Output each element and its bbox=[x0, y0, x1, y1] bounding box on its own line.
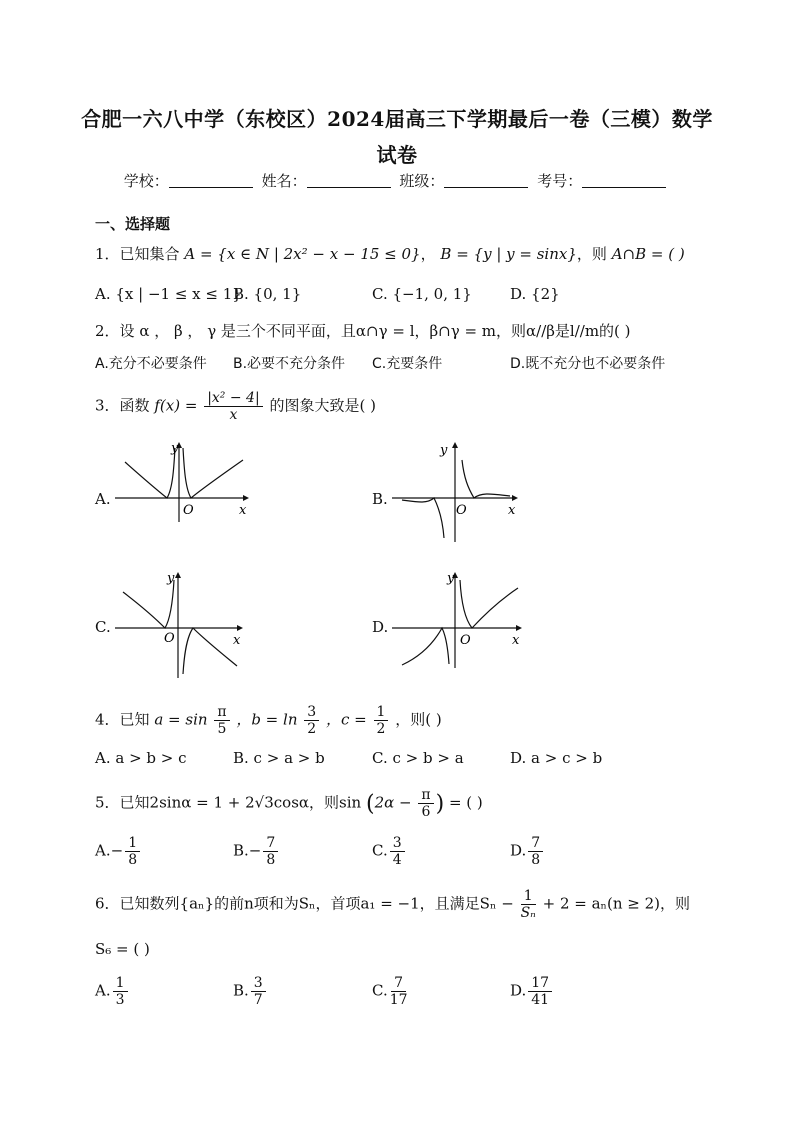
q6-line2: S₆ = ( ) bbox=[95, 940, 150, 958]
q1-number: 1． bbox=[95, 245, 120, 263]
q5c-den: 4 bbox=[392, 852, 402, 868]
q3b-origin: O bbox=[456, 503, 467, 518]
q1-option-c[interactable]: C. {−1, 0, 1} bbox=[372, 285, 472, 303]
q6b-den: 7 bbox=[253, 992, 263, 1008]
q6d-num: 17 bbox=[528, 975, 552, 992]
q6b-label: B. bbox=[233, 981, 249, 1000]
q3b-x-label: x bbox=[508, 503, 516, 518]
q6-number: 6． bbox=[95, 894, 120, 913]
q4-c-expr: ，c = bbox=[325, 710, 367, 729]
q5a-num: 1 bbox=[125, 835, 140, 852]
q3c-x-label: x bbox=[233, 633, 241, 648]
number-label: 考号： bbox=[537, 172, 583, 190]
q4-b-frac bbox=[304, 704, 319, 737]
q6-text-b: + 2 = aₙ(n ≥ 2)，则 bbox=[542, 894, 691, 913]
question-2 bbox=[95, 320, 631, 341]
q1-text-b: ，则 bbox=[576, 245, 607, 263]
q4-number: 4． bbox=[95, 710, 120, 729]
q4-text-a: 已知 bbox=[119, 710, 150, 729]
q6-frac bbox=[521, 888, 536, 921]
q5a-frac bbox=[125, 835, 140, 868]
q6a-den: 3 bbox=[115, 992, 125, 1008]
q4-a-den: 5 bbox=[217, 721, 227, 737]
q6a-label: A. bbox=[95, 981, 111, 1000]
q4-c-frac bbox=[374, 704, 389, 737]
q3b-y-label: y bbox=[440, 443, 448, 458]
q3-option-b-label[interactable]: B. bbox=[372, 490, 388, 508]
q5-option-b[interactable] bbox=[233, 835, 280, 868]
q5-text-a: 已知2sinα = 1 + 2√3cosα，则sin bbox=[119, 793, 362, 812]
q3-numerator: |x² − 4| bbox=[204, 390, 262, 407]
q1-sep: ， bbox=[420, 245, 436, 263]
q6-option-c[interactable] bbox=[372, 975, 410, 1008]
q1-set-b: B = {y | y = sinx} bbox=[440, 245, 577, 263]
page-title: 合肥一六八中学（东校区）2024届高三下学期最后一卷（三模）数学 bbox=[81, 107, 713, 131]
q5-text-b: = ( ) bbox=[448, 793, 483, 812]
q4-option-a[interactable]: A. a > b > c bbox=[95, 749, 187, 767]
q6a-frac bbox=[113, 975, 128, 1008]
q4-a-expr: a = sin bbox=[154, 710, 208, 729]
q6d-label: D. bbox=[510, 981, 527, 1000]
q4-a-num: π bbox=[214, 704, 229, 721]
question-6 bbox=[95, 888, 690, 921]
question-5 bbox=[95, 787, 483, 820]
q6d-den: 41 bbox=[531, 992, 550, 1008]
page-title-line2: 试卷 bbox=[376, 143, 418, 167]
q2-option-d[interactable]: D.既不充分也不必要条件 bbox=[510, 356, 666, 372]
q3-text-b: 的图象大致是( ) bbox=[269, 396, 376, 415]
q3-fraction bbox=[204, 390, 262, 423]
q5-inner-frac bbox=[418, 787, 433, 820]
q1-option-d[interactable]: D. {2} bbox=[510, 285, 560, 303]
q3-graph-b[interactable] bbox=[392, 440, 522, 545]
q4-b-den: 2 bbox=[307, 721, 317, 737]
q5-close-paren: ) bbox=[435, 791, 445, 817]
q5a-den: 8 bbox=[128, 852, 138, 868]
q1-text-a: 已知集合 bbox=[119, 245, 180, 263]
q1-ask: A∩B = ( ) bbox=[611, 245, 685, 263]
q5c-label: C. bbox=[372, 841, 388, 860]
q5-number: 5． bbox=[95, 793, 120, 812]
q6c-num: 7 bbox=[391, 975, 406, 992]
question-3 bbox=[95, 390, 376, 423]
q6b-num: 3 bbox=[251, 975, 266, 992]
q4-option-c[interactable]: C. c > b > a bbox=[372, 749, 464, 767]
q3-text-a: 函数 bbox=[119, 396, 150, 415]
q4-b-num: 3 bbox=[304, 704, 319, 721]
q5-inner-a: 2α − bbox=[374, 793, 412, 812]
section-heading: 一、选择题 bbox=[95, 215, 171, 233]
q2-option-c[interactable]: C.充要条件 bbox=[372, 356, 443, 372]
q5-option-a[interactable] bbox=[95, 835, 142, 868]
q3d-y-label: y bbox=[447, 571, 455, 586]
q6-option-a[interactable] bbox=[95, 975, 130, 1008]
q5-option-d[interactable] bbox=[510, 835, 545, 868]
q3c-origin: O bbox=[164, 631, 175, 646]
school-blank[interactable] bbox=[169, 173, 253, 188]
q4-c-num: 1 bbox=[374, 704, 389, 721]
q6c-label: C. bbox=[372, 981, 388, 1000]
q3-option-d-label[interactable]: D. bbox=[372, 618, 389, 636]
q3a-y-label: y bbox=[171, 441, 179, 456]
q5-option-c[interactable] bbox=[372, 835, 407, 868]
q5a-label: A. bbox=[95, 841, 111, 860]
q3-graph-c[interactable] bbox=[115, 570, 255, 680]
q3-option-c-label[interactable]: C. bbox=[95, 618, 111, 636]
q3d-x-label: x bbox=[512, 633, 520, 648]
q5a-sign: − bbox=[110, 841, 124, 860]
q6c-frac bbox=[390, 975, 408, 1008]
q5b-label: B. bbox=[233, 841, 249, 860]
q3-option-a-label[interactable]: A. bbox=[95, 490, 111, 508]
class-blank[interactable] bbox=[444, 173, 528, 188]
q5d-frac bbox=[528, 835, 543, 868]
class-label: 班级： bbox=[399, 172, 445, 190]
q3a-x-label: x bbox=[239, 503, 247, 518]
q5d-num: 7 bbox=[528, 835, 543, 852]
q5-inner-num: π bbox=[418, 787, 433, 804]
name-blank[interactable] bbox=[307, 173, 391, 188]
q3-graph-d[interactable] bbox=[392, 570, 527, 670]
q5c-num: 3 bbox=[390, 835, 405, 852]
q3d-origin: O bbox=[460, 633, 471, 648]
q3-graph-a[interactable] bbox=[115, 440, 255, 525]
q5b-num: 7 bbox=[263, 835, 278, 852]
q5d-den: 8 bbox=[531, 852, 541, 868]
question-1 bbox=[95, 243, 685, 264]
q6a-num: 1 bbox=[113, 975, 128, 992]
q6c-den: 17 bbox=[389, 992, 408, 1008]
name-label: 姓名： bbox=[261, 172, 307, 190]
q2-number: 2． bbox=[95, 322, 120, 340]
q6d-frac bbox=[528, 975, 552, 1008]
q1-option-a[interactable]: A. {x | −1 ≤ x ≤ 1} bbox=[95, 285, 242, 303]
q5c-frac bbox=[390, 835, 405, 868]
q6-frac-num: 1 bbox=[521, 888, 536, 905]
student-info-row bbox=[0, 170, 794, 191]
question-4 bbox=[95, 704, 442, 737]
q5-open-paren: ( bbox=[365, 791, 375, 817]
q3-denominator: x bbox=[229, 407, 238, 423]
q4-option-b[interactable]: B. c > a > b bbox=[233, 749, 325, 767]
q1-option-b[interactable]: B. {0, 1} bbox=[233, 285, 302, 303]
q5b-sign: − bbox=[248, 841, 262, 860]
q4-b-expr: ，b = ln bbox=[236, 710, 298, 729]
q3-number: 3． bbox=[95, 396, 120, 415]
q2-text: 设 α ， β ， γ 是三个不同平面，且α∩γ = l，β∩γ = m，则α//β是l//m的( ) bbox=[119, 322, 631, 340]
q3a-origin: O bbox=[183, 503, 194, 518]
q4-text-b: ，则( ) bbox=[395, 710, 442, 729]
q6-option-b[interactable] bbox=[233, 975, 268, 1008]
q5b-frac bbox=[263, 835, 278, 868]
q5-inner-den: 6 bbox=[421, 804, 431, 820]
school-label: 学校： bbox=[123, 172, 169, 190]
q6b-frac bbox=[251, 975, 266, 1008]
q3-func: f(x) = bbox=[154, 396, 198, 415]
q2-option-b[interactable]: B.必要不充分条件 bbox=[233, 356, 346, 372]
q6-option-d[interactable] bbox=[510, 975, 554, 1008]
q1-set-a: A = {x ∈ N | 2x² − x − 15 ≤ 0} bbox=[184, 245, 421, 263]
q4-c-den: 2 bbox=[376, 721, 386, 737]
q6-frac-den: Sₙ bbox=[520, 905, 536, 921]
number-blank[interactable] bbox=[582, 173, 666, 188]
q4-a-frac bbox=[214, 704, 229, 737]
q5d-label: D. bbox=[510, 841, 527, 860]
q3c-y-label: y bbox=[167, 571, 175, 586]
q5b-den: 8 bbox=[266, 852, 276, 868]
q4-option-d[interactable]: D. a > c > b bbox=[510, 749, 603, 767]
q2-option-a[interactable]: A.充分不必要条件 bbox=[95, 356, 207, 372]
q6-text-a: 已知数列{aₙ}的前n项和为Sₙ，首项a₁ = −1，且满足Sₙ − bbox=[119, 894, 514, 913]
